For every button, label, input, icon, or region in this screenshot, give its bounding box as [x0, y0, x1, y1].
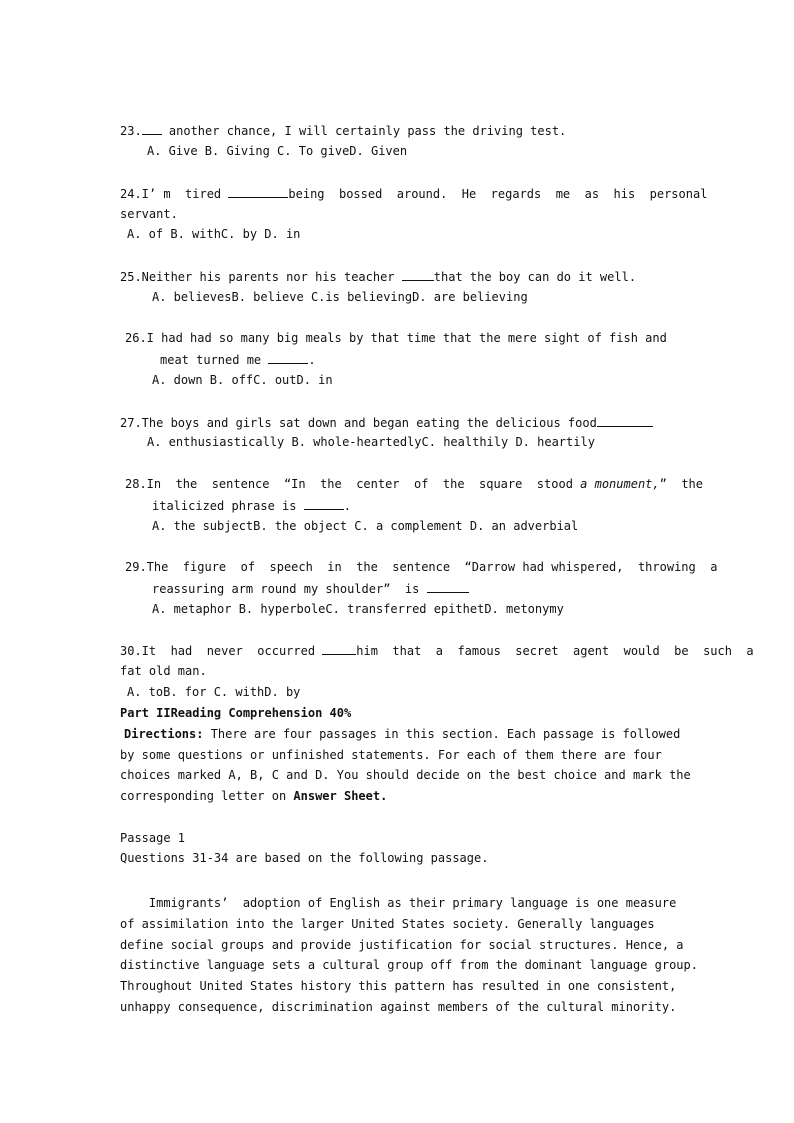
passage-line-1: Immigrants’ adoption of English as their primary language is one measure	[120, 896, 677, 910]
directions-line-4	[120, 789, 387, 803]
directions-line-1	[124, 727, 680, 741]
question-text: another chance, I will certainly pass the driving test.	[161, 124, 567, 138]
question-29-options: A. metaphor B. hyperboleC. transferred epithetD. metonymy	[152, 602, 564, 616]
question-text: .	[308, 353, 316, 367]
passage-line-2: of assimilation into the larger United States society. Generally languages	[120, 917, 655, 931]
passage-intro: Questions 31-34 are based on the following passage.	[120, 851, 489, 865]
section-heading: Part IIReading Comprehension 40%	[120, 706, 352, 720]
italic-phrase: a monument,	[580, 477, 660, 491]
question-text: 24.I’ m tired	[120, 187, 222, 201]
question-24-stem-line2: servant.	[120, 207, 178, 221]
answer-blank	[228, 186, 288, 198]
passage-line-4: distinctive language sets a cultural group off from the dominant language group.	[120, 958, 698, 972]
question-26-stem: 26.I had had so many big meals by that time that the mere sight of fish and	[125, 331, 667, 345]
passage-line-5: Throughout United States history this pattern has resulted in one consistent,	[120, 979, 677, 993]
question-text: 27.The boys and girls sat down and began eating the delicious food	[120, 416, 597, 430]
question-text: 30.It had never occurred	[120, 644, 323, 658]
question-25-options: A. believesB. believe C.is believingD. are believing	[152, 290, 528, 304]
question-text: 25.Neither his parents nor his teacher	[120, 270, 402, 284]
question-29-stem-line2	[152, 581, 469, 596]
question-text: italicized phrase is	[152, 499, 304, 513]
directions-text: corresponding letter on	[120, 789, 294, 803]
directions-label: Directions:	[124, 727, 204, 741]
question-28-stem-line2	[152, 498, 351, 513]
question-26-options: A. down B. offC. outD. in	[152, 373, 333, 387]
directions-line-3: choices marked A, B, C and D. You should decide on the best choice and mark the	[120, 768, 691, 782]
directions-text: There are four passages in this section. Each passage is followed	[203, 727, 681, 741]
question-24-stem	[120, 186, 707, 201]
question-27-stem	[120, 415, 653, 430]
question-23-stem	[120, 123, 566, 138]
question-30-stem	[120, 643, 754, 658]
question-text: 28.In the sentence “In the center of the square stood	[125, 477, 581, 491]
answer-blank	[597, 415, 653, 427]
question-text: that the boy can do it well.	[433, 270, 637, 284]
answer-blank	[402, 269, 434, 281]
passage-title: Passage 1	[120, 831, 186, 845]
question-26-stem-line2	[160, 352, 316, 367]
question-number: 23.	[120, 124, 142, 138]
question-30-stem-line2: fat old man.	[120, 664, 207, 678]
question-24-options: A. of B. withC. by D. in	[127, 227, 301, 241]
answer-sheet-label: Answer Sheet.	[293, 789, 388, 803]
question-text: .	[343, 499, 351, 513]
answer-blank	[268, 352, 308, 364]
question-25-stem	[120, 269, 636, 284]
question-text: him that a famous secret agent would be such a	[356, 644, 754, 658]
question-text: meat turned me	[160, 353, 269, 367]
passage-line-6: unhappy consequence, discrimination against members of the cultural minority.	[120, 1000, 677, 1014]
passage-line-3: define social groups and provide justification for social structures. Hence, a	[120, 938, 684, 952]
answer-blank	[304, 498, 344, 510]
answer-blank	[427, 581, 469, 593]
question-30-options: A. toB. for C. withD. by	[127, 685, 301, 699]
question-28-options: A. the subjectB. the object C. a complement D. an adverbial	[152, 519, 579, 533]
answer-blank	[322, 643, 356, 655]
answer-blank	[142, 123, 162, 135]
question-28-stem	[125, 477, 703, 491]
question-29-stem: 29.The figure of speech in the sentence “Darrow had whispered, throwing a	[125, 560, 718, 574]
question-23-options: A. Give B. Giving C. To giveD. Given	[147, 144, 408, 158]
question-27-options: A. enthusiastically B. whole-heartedlyC. healthily D. heartily	[147, 435, 595, 449]
question-text: reassuring arm round my shoulder” is	[152, 582, 427, 596]
question-text: ” the	[659, 477, 703, 491]
directions-line-2: by some questions or unfinished statements. For each of them there are four	[120, 748, 662, 762]
question-text: being bossed around. He regards me as his personal	[288, 187, 708, 201]
